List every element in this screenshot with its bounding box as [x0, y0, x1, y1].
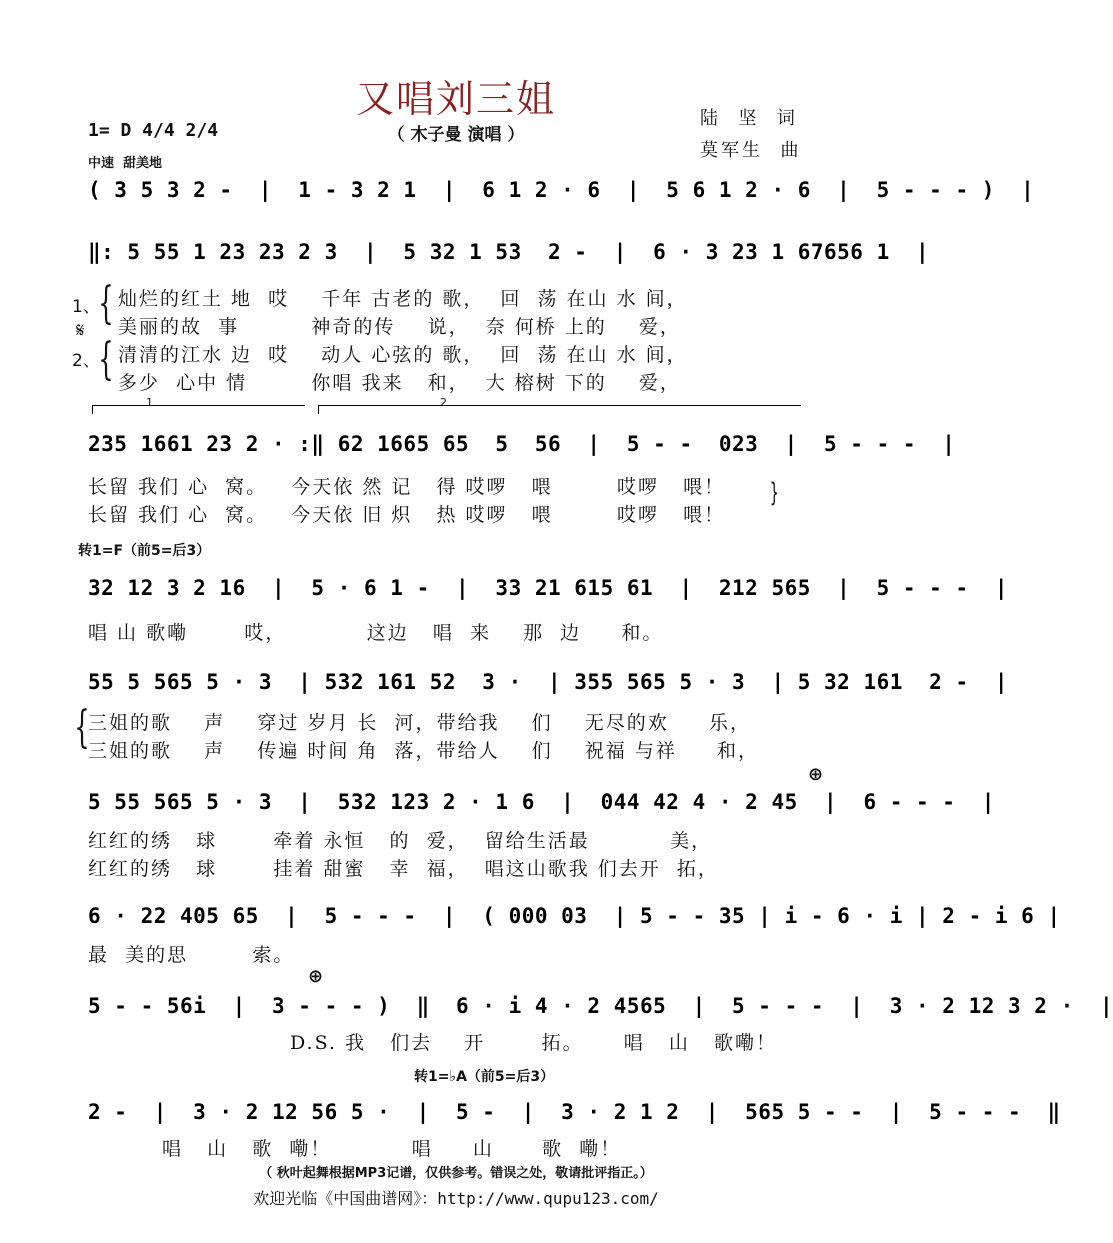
chorus-notes: 32 12 3 2 16 | 5 · 6 1 - | 33 21 615 61 | 212 565 | 5 - - - |: [88, 576, 1009, 600]
composer-credit: 莫军生 曲: [700, 140, 802, 161]
interlude-notes: 6 · 22 405 65 | 5 - - - | ( 000 03 | 5 - - 35 | i - 6 · i | 2 - i 6 |: [88, 904, 1061, 928]
coda-lyrics: D.S. 我 们去 开 拓。 唱 山 歌嘞！: [290, 1032, 778, 1054]
volta-label-1: 1: [146, 396, 153, 409]
lyricist-credit: 陆 坚 词: [700, 108, 798, 129]
chorus-lyrics: 唱 山 歌嘞 哎， 这边 唱 来 那 边 和。: [88, 622, 664, 644]
volta-bracket-1: [92, 405, 305, 414]
final-notes: 2 - | 3 · 2 12 56 5 · | 5 - | 3 · 2 1 2 | 565 5 - - | 5 - - - ‖: [88, 1100, 1061, 1124]
verse-label-1: 1、: [72, 297, 100, 317]
modulation-to-a-flat: 转1=♭A（前5=后3）: [414, 1069, 555, 1085]
closing-brace: }: [769, 478, 779, 508]
bridge-brace: {: [74, 702, 90, 753]
refrain-lyrics-1: 红红的绣 球 牵着 永恒 的 爱， 留给生活最 美，: [88, 830, 713, 852]
coda-sign: ⊕: [808, 764, 824, 785]
lyrics-line-1: 灿烂的红土 地 哎 千年 古老的 歌， 回 荡 在山 水 间，: [118, 288, 688, 310]
verse-notes: ‖: 5 55 1 23 23 2 3 | 5 32 1 53 2 - | 6 · 3 23 1 67656 1 |: [88, 240, 930, 264]
bridge-lyrics-1: 三姐的歌 声 穿过 岁月 长 河，带给我 们 无尽的欢 乐，: [88, 712, 751, 734]
modulation-to-f: 转1=F（前5=后3）: [78, 543, 211, 559]
performer-subtitle: （ 木子曼 演唱 ）: [387, 125, 525, 145]
refrain-notes: 5 55 565 5 · 3 | 532 123 2 · 1 6 | 044 42 4 · 2 45 | 6 - - - |: [88, 790, 995, 814]
intro-notes: ( 3 5 3 2 - | 1 - 3 2 1 | 6 1 2 · 6 | 5 6 1 2 · 6 | 5 - - - ) |: [88, 178, 1035, 202]
volta-label-2: 2: [440, 396, 447, 409]
score-title: 又唱刘三姐: [355, 77, 556, 121]
key-signature: 1= D 4/4 2/4: [88, 120, 219, 141]
website-footer: 欢迎光临《中国曲谱网》：http://www.qupu123.com/: [253, 1189, 659, 1208]
coda-sign: ⊕: [308, 966, 324, 987]
bridge-notes: 55 5 565 5 · 3 | 532 161 52 3 · | 355 565 5 · 3 | 5 32 161 2 - |: [88, 670, 1009, 694]
lyrics-line-3: 清清的江水 边 哎 动人 心弦的 歌， 回 荡 在山 水 间，: [118, 344, 688, 366]
refrain-lyrics-2: 红红的绣 球 挂着 甜蜜 幸 福， 唱这山歌我 们去开 拓，: [88, 858, 719, 880]
lyrics-line-2: 美丽的故 事 神奇的传 说， 奈 何桥 上的 爱，: [118, 316, 681, 338]
verse-brace: {: [98, 278, 114, 329]
bridge-lyrics-2: 三姐的歌 声 传遍 时间 角 落，带给人 们 祝福 与祥 和，: [88, 740, 760, 762]
lyrics-ending-1: 长留 我们 心 窝。 今天依 然 记 得 哎啰 喂 哎啰 喂！: [88, 476, 726, 498]
verse-label-2: 2、: [72, 351, 100, 371]
tempo-marking: 中速 甜美地: [88, 156, 163, 171]
lyrics-ending-2: 长留 我们 心 窝。 今天依 旧 炽 热 哎啰 喂 哎啰 喂！: [88, 504, 726, 526]
coda-notes: 5 - - 56i | 3 - - - ) ‖ 6 · i 4 · 2 4565 | 5 - - - | 3 · 2 12 3 2 · |: [88, 994, 1113, 1018]
lyrics-line-4: 多少 心中 情 你唱 我来 和， 大 榕树 下的 爱，: [118, 372, 681, 394]
verse-brace: {: [98, 334, 114, 385]
segno-sign: 𝄋: [76, 318, 85, 342]
interlude-lyrics: 最 美的思 索。: [88, 944, 295, 966]
final-lyrics: 唱 山 歌 嘞！ 唱 山 歌 嘞！: [162, 1138, 622, 1160]
volta-bracket-2: [318, 405, 801, 414]
ending-notes: 235 1661 23 2 · :‖ 62 1665 65 5 56 | 5 - - 023 | 5 - - - |: [88, 432, 956, 456]
transcription-note: （ 秋叶起舞根据MP3记谱，仅供参考。错误之处，敬请批评指正。）: [259, 1166, 653, 1181]
